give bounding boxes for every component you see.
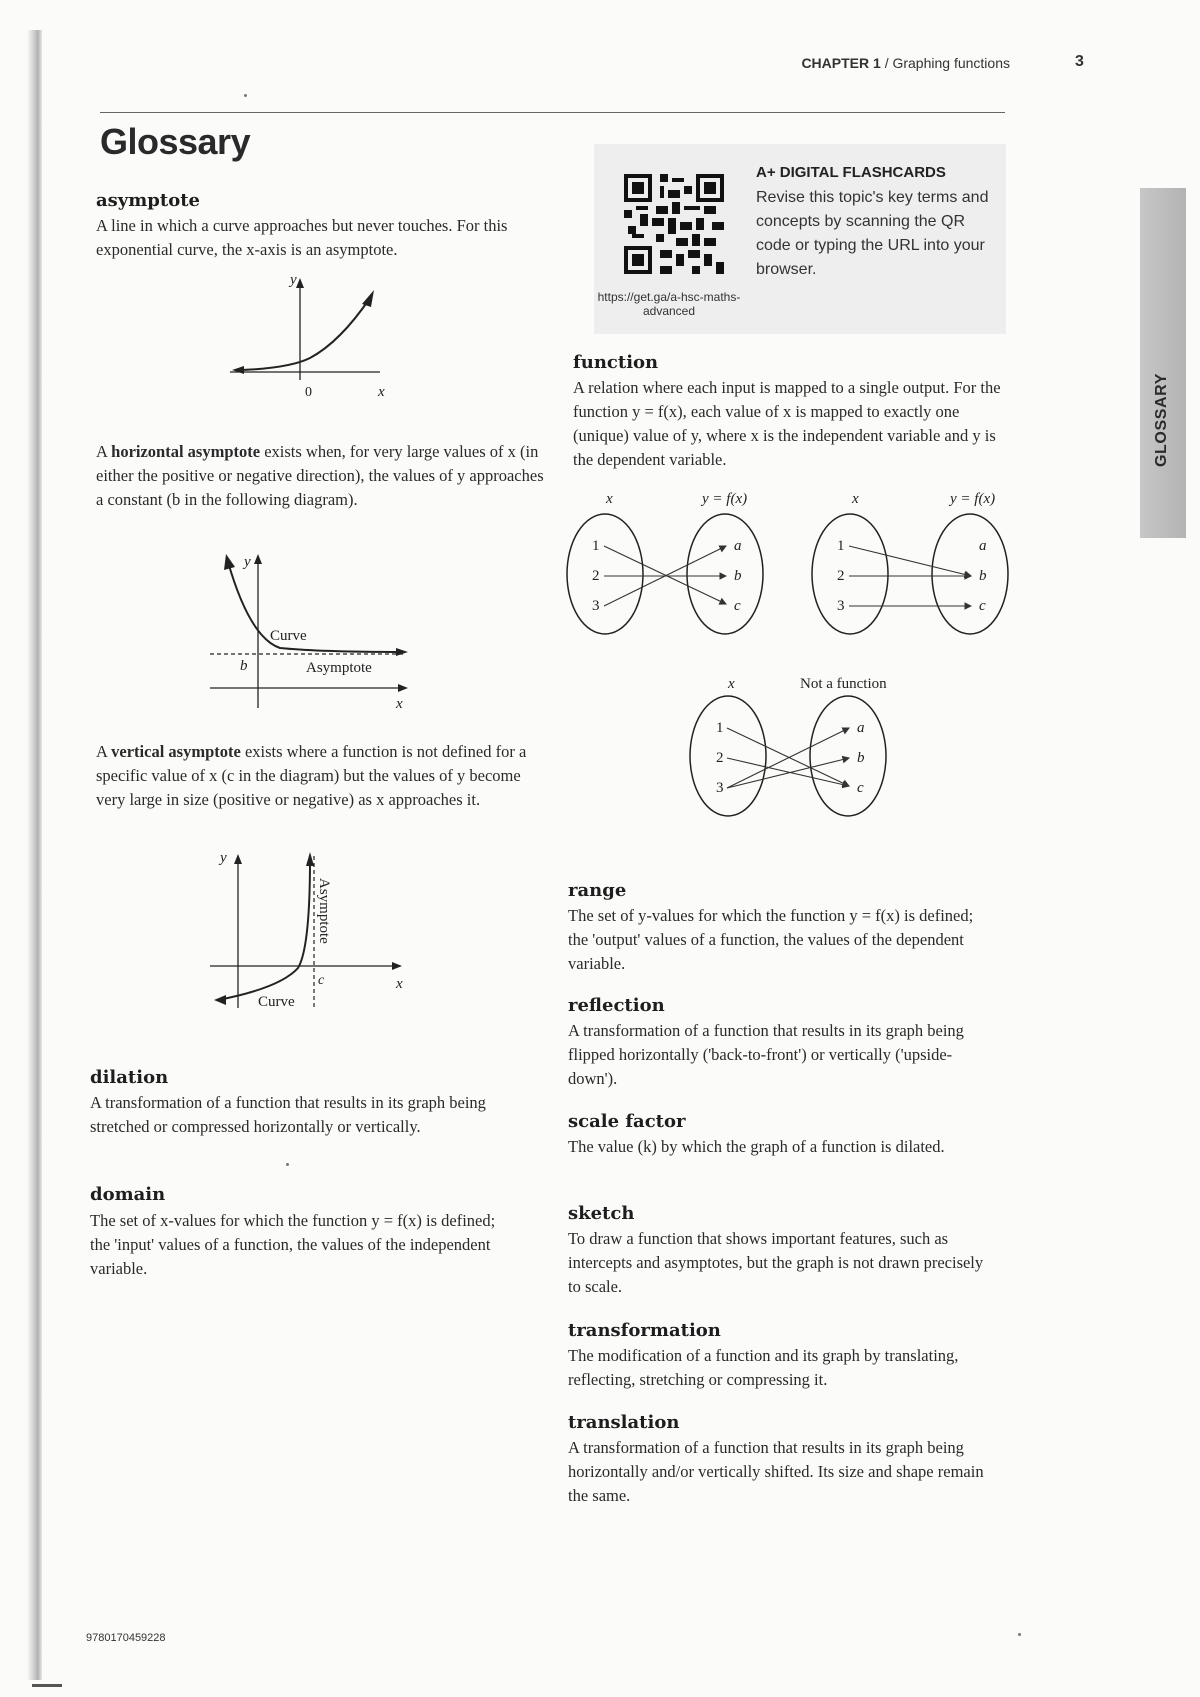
definition-domain: The set of x-values for which the function y = f(x) is defined; the 'input' values of a function, the values of the independent variable. <box>90 1211 496 1278</box>
scan-edge <box>28 30 42 1680</box>
figure-horizontal-asymptote <box>210 548 420 718</box>
text-fragment: exists where a function is not defined for a specific value of x (c in the diagram) but the values of y become very large in size (positive or negative) as x approaches it. <box>96 742 527 809</box>
definition-horizontal-asymptote <box>96 440 546 512</box>
term-asymptote: asymptote <box>96 190 200 211</box>
definition-asymptote: A line in which a curve approaches but never touches. For this exponential curve, the x-axis is an asymptote. <box>96 216 508 259</box>
header-rule <box>100 112 1005 113</box>
definition-sketch: To draw a function that shows important features, such as intercepts and asymptotes, but the graph is not drawn precisely to scale. <box>568 1229 984 1296</box>
output-c: c <box>857 780 864 796</box>
asymptotic-curve <box>228 562 405 652</box>
not-function-label: Not a function <box>800 676 887 692</box>
definition-translation: A transformation of a function that results in its graph being horizontally and/or vertically shifted. Its size and shape remain the same. <box>568 1438 984 1505</box>
chapter-label: CHAPTER 1 <box>801 55 881 71</box>
y-heading: y = f(x) <box>950 491 996 507</box>
term-range: range <box>568 880 627 901</box>
term-reflection: reflection <box>568 995 665 1016</box>
scan-mark <box>32 1684 62 1687</box>
figure-vertical-asymptote <box>210 848 410 1018</box>
term-translation: translation <box>568 1412 680 1433</box>
domain-oval <box>690 696 766 816</box>
definition-transformation: The modification of a function and its graph by translating, reflecting, stretching or compressing it. <box>568 1346 959 1389</box>
section-tab-label: GLOSSARY <box>1153 373 1170 467</box>
term-sketch: sketch <box>568 1203 635 1224</box>
x-axis-arrow <box>392 962 402 970</box>
term-domain: domain <box>90 1184 166 1205</box>
qr-code-icon[interactable] <box>624 174 724 274</box>
page-number: 3 <box>1075 53 1084 70</box>
output-c: c <box>734 598 741 614</box>
input-1: 1 <box>716 720 724 736</box>
y-heading: y = f(x) <box>702 491 748 507</box>
term-dilation: dilation <box>90 1067 169 1088</box>
flashcards-url[interactable]: https://get.ga/a-hsc-maths-advanced <box>597 290 741 318</box>
input-1: 1 <box>592 538 600 554</box>
scan-speck <box>1018 1633 1021 1636</box>
input-2: 2 <box>716 750 724 766</box>
output-a: a <box>857 720 865 736</box>
y-axis-arrow <box>234 854 242 864</box>
curve-arrow <box>224 554 235 570</box>
text-fragment: exists when, for very large values of x (in either the positive or negative direction), the values of y approaches a constant (b in the following diagram). <box>96 442 544 509</box>
term-horizontal-asymptote: horizontal asymptote <box>111 442 261 461</box>
input-3: 3 <box>716 780 724 796</box>
isbn: 9780170459228 <box>86 1632 166 1644</box>
input-3: 3 <box>837 598 845 614</box>
page-title: Glossary <box>100 121 251 162</box>
b-label: b <box>240 658 248 674</box>
x-axis-arrow <box>398 684 408 692</box>
curve-label: Curve <box>258 994 295 1010</box>
definition-dilation: A transformation of a function that results in its graph being stretched or compressed horizontally or vertically. <box>90 1093 486 1136</box>
domain-oval <box>567 514 643 634</box>
definition-vertical-asymptote <box>96 740 546 812</box>
range-oval <box>810 696 886 816</box>
curve-arrow-left <box>232 366 244 374</box>
y-label: y <box>290 272 297 288</box>
x-heading: x <box>606 491 613 507</box>
output-b: b <box>734 568 742 584</box>
output-b: b <box>979 568 987 584</box>
curve-arrow <box>306 852 314 866</box>
range-oval <box>932 514 1008 634</box>
scan-speck <box>286 1163 289 1166</box>
term-scale-factor: scale factor <box>568 1111 686 1132</box>
asymptote-label: Asymptote <box>316 878 332 944</box>
definition-function: A relation where each input is mapped to a single output. For the function y = f(x), each value of x is mapped to exactly one (unique) value of y, where x is the independent variable and y is the dependent variable. <box>573 378 1001 469</box>
output-a: a <box>734 538 742 554</box>
output-a: a <box>979 538 987 554</box>
x-label: x <box>378 384 385 400</box>
header-separator: / <box>884 55 889 71</box>
curve-arrow-left <box>214 995 226 1005</box>
input-2: 2 <box>592 568 600 584</box>
range-oval <box>687 514 763 634</box>
figure-exponential-asymptote <box>230 272 410 407</box>
output-c: c <box>979 598 986 614</box>
output-b: b <box>857 750 865 766</box>
input-1: 1 <box>837 538 845 554</box>
y-axis-arrow <box>254 554 262 564</box>
asymptote-label: Asymptote <box>306 660 372 676</box>
scan-speck <box>244 94 247 97</box>
curve-label: Curve <box>270 628 307 644</box>
curve-arrow <box>362 290 374 307</box>
x-heading: x <box>728 676 735 692</box>
asymptotic-curve <box>218 860 310 1000</box>
y-label: y <box>244 554 251 570</box>
x-label: x <box>396 696 403 712</box>
flashcards-title: A+ DIGITAL FLASHCARDS <box>756 164 946 181</box>
definition-scale-factor: The value (k) by which the graph of a function is dilated. <box>568 1137 945 1156</box>
flashcards-text: Revise this topic's key terms and concepts by scanning the QR code or typing the URL into your browser. <box>756 189 989 278</box>
x-heading: x <box>852 491 859 507</box>
term-vertical-asymptote: vertical asymptote <box>111 742 241 761</box>
definition-reflection: A transformation of a function that results in its graph being flipped horizontally ('back-to-front') or vertically ('upside-down'). <box>568 1021 964 1088</box>
y-label: y <box>220 850 227 866</box>
input-2: 2 <box>837 568 845 584</box>
c-label: c <box>318 973 325 988</box>
mapping-diagram-function-1 <box>567 491 763 634</box>
text-fragment: A <box>96 742 112 761</box>
curve-arrow-right <box>396 648 408 656</box>
text-fragment: A <box>96 442 112 461</box>
term-transformation: transformation <box>568 1320 721 1341</box>
input-3: 3 <box>592 598 600 614</box>
term-function: function <box>573 352 659 373</box>
flashcards-box <box>594 144 1006 334</box>
mapping-diagram-function-2 <box>812 491 1008 634</box>
definition-range: The set of y-values for which the function y = f(x) is defined; the 'output' values of a function, the values of the dependent variable. <box>568 906 974 973</box>
origin-label: 0 <box>305 385 312 400</box>
x-label: x <box>396 976 403 992</box>
y-axis-arrow <box>296 278 304 288</box>
domain-oval <box>812 514 888 634</box>
figure-function-mappings <box>560 490 1020 835</box>
running-header <box>720 55 1010 75</box>
chapter-title: Graphing functions <box>892 55 1010 71</box>
mapping-diagram-not-function <box>690 676 887 816</box>
exponential-curve <box>242 298 370 370</box>
